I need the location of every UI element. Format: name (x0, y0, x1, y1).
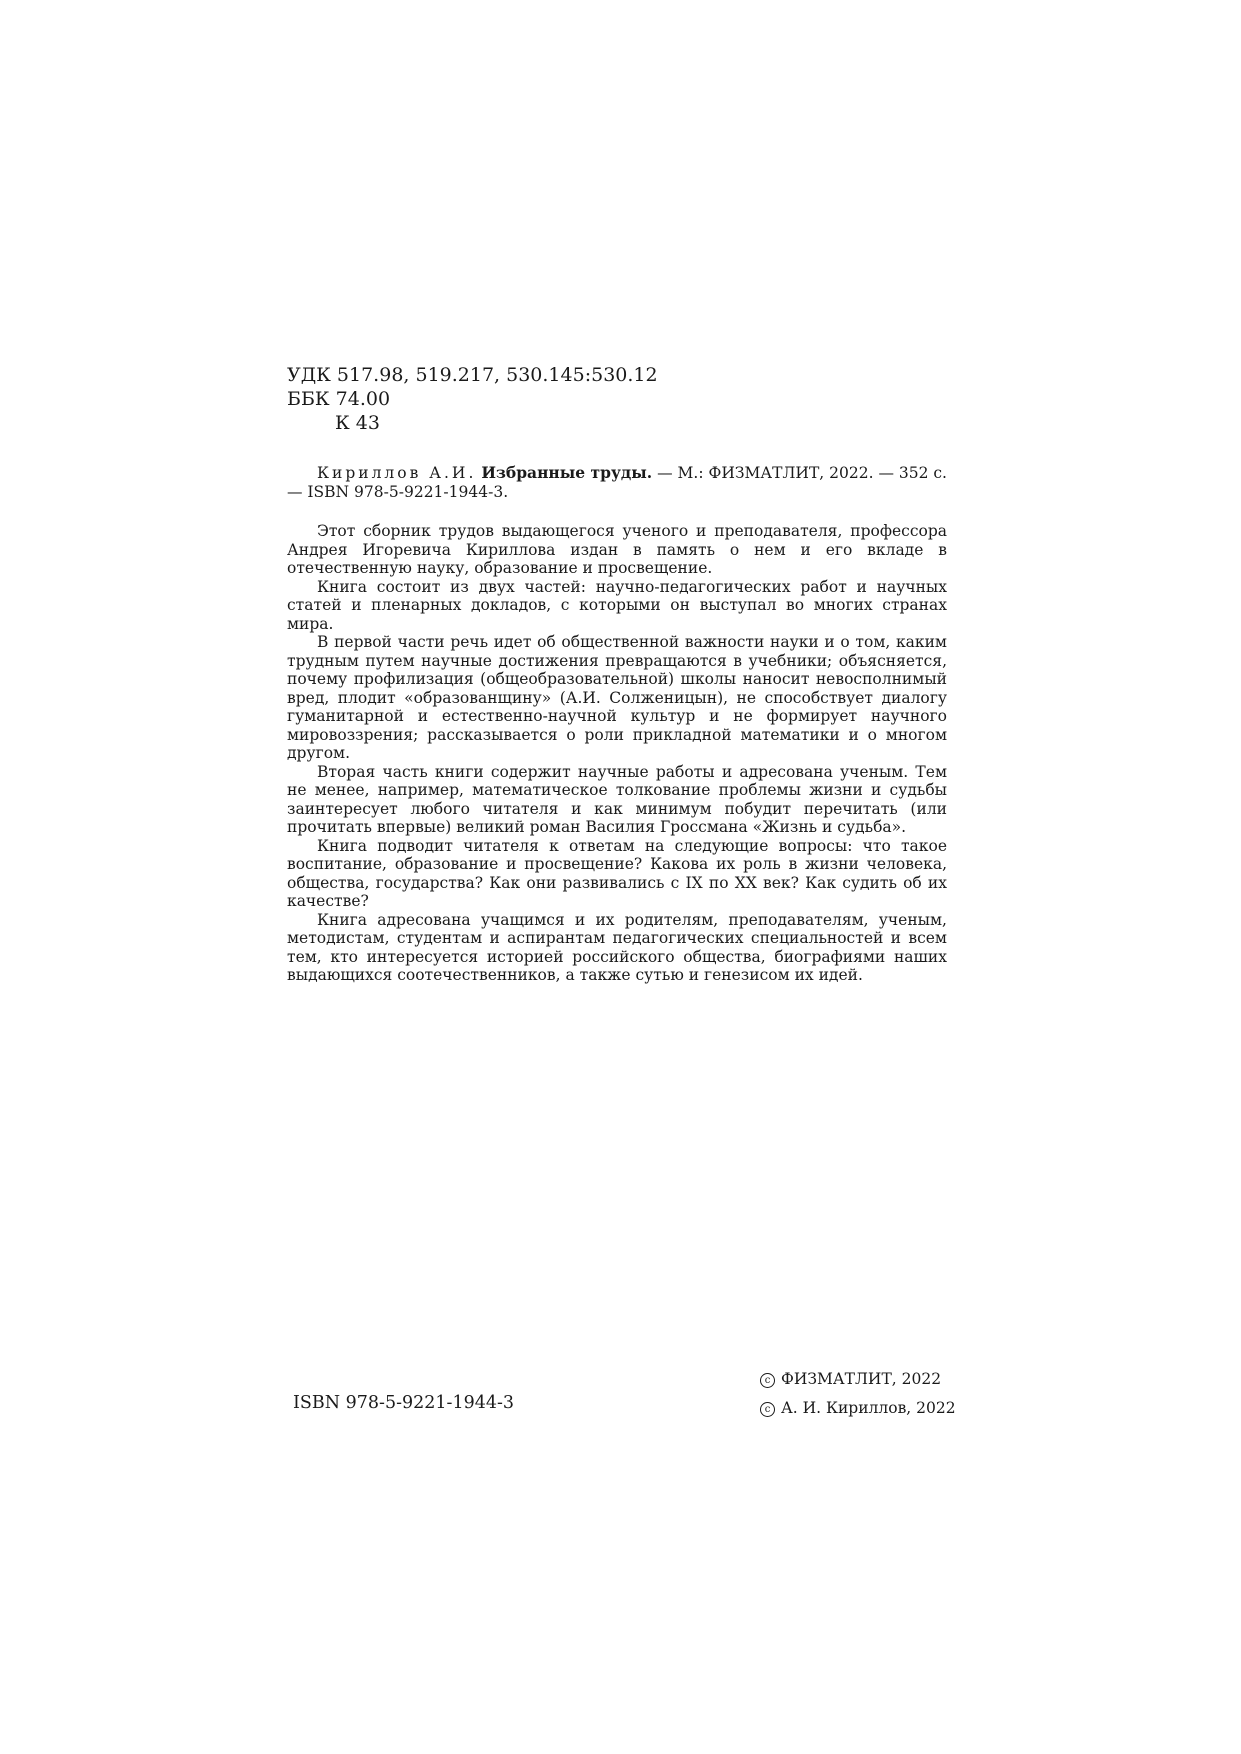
bibliographic-title: Избранные труды. (481, 463, 653, 482)
copyright-publisher: ФИЗМАТЛИТ, 2022 (781, 1370, 942, 1388)
annotation-paragraph: Книга подводит читателя к ответам на следующие вопросы: что такое воспитание, образование и просвещение? Какова их роль в жизни человека, общества, государства? Как они развивались с IX по XX век? Как судить об их качестве? (287, 836, 947, 910)
annotation-paragraph: В первой части речь идет об общественной важности науки и о том, каким трудным путем научные достижения превращаются в учебники; объясняется, почему профилизация (общеобразовательной) школы наносит невосполнимый вред, плодит «образованщину» (А.И. Солженицын), не способствует диалогу гуманитарной и естественно-научной культур и не формирует научного мировоззрения; рассказывается о роли прикладной математики и о многом другом. (287, 633, 947, 762)
copyright-block (760, 1365, 956, 1423)
annotation-paragraph: Книга состоит из двух частей: научно-педагогических работ и научных статей и пленарных докладов, с которыми он выступал во многих странах мира. (287, 577, 947, 633)
bibliographic-details: — М.: ФИЗМАТЛИТ, 2022. — 352 с. — ISBN 978-5-9221-1944-3. (287, 464, 947, 501)
author-sign: К 43 (335, 412, 380, 434)
bibliographic-record (287, 464, 947, 501)
bbk-code: ББК 74.00 (287, 388, 391, 410)
main-text (287, 464, 947, 985)
copyright-publisher-line (760, 1365, 948, 1394)
annotation-paragraph: Вторая часть книги содержит научные работы и адресована ученым. Тем не менее, например, математическое толкование проблемы жизни и судьбы заинтересует любого читателя и как минимум побудит перечитать (или прочитать впервые) великий роман Василия Гроссмана «Жизнь и судьба». (287, 762, 947, 836)
annotation-paragraph: Книга адресована учащимся и их родителям, преподавателям, ученым, методистам, студентам и аспирантам педагогических специальностей и всем тем, кто интересуется историей российского общества, биографиями наших выдающихся соотечественников, а также сутью и генезисом их идей. (287, 910, 947, 984)
copyright-author-line (760, 1394, 956, 1423)
annotation-paragraph: Этот сборник трудов выдающегося ученого и преподавателя, профессора Андрея Игоревича Кириллова издан в память о нем и его вкладе в отечественную науку, образование и просвещение. (287, 522, 947, 577)
copyright-icon: c (760, 1373, 775, 1388)
bibliographic-author: Кириллов А.И. (317, 464, 477, 482)
udk-code: УДК 517.98, 519.217, 530.145:530.12 (287, 364, 658, 386)
copyright-author: А. И. Кириллов, 2022 (781, 1399, 956, 1417)
copyright-icon: c (760, 1402, 775, 1417)
classification-block (287, 363, 658, 435)
footer-isbn: ISBN 978-5-9221-1944-3 (293, 1393, 515, 1413)
